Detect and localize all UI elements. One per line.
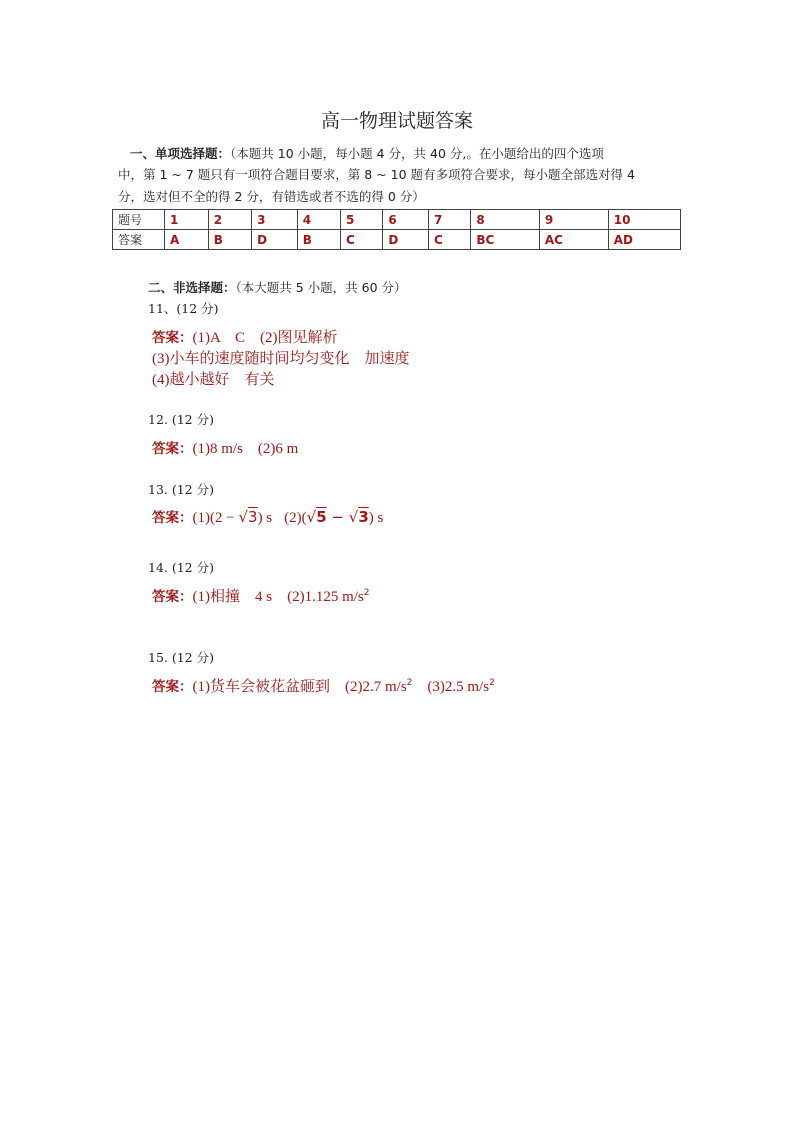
row-label-number: 题号 (113, 210, 165, 230)
q13-sqrt3: 3 (248, 508, 258, 526)
row-label-answer: 答案 (113, 230, 165, 250)
answer-label: 答案： (152, 679, 193, 695)
q14-text: (1)相撞 4 s (2)1.125 m/s (192, 589, 364, 605)
section1-desc-3: 分，选对但不全的得 2 分，有错选或者不选的得 0 分） (118, 189, 425, 204)
answer-cell: C (429, 230, 471, 250)
answer-cell: D (252, 230, 298, 250)
q13-minus: − (326, 508, 349, 526)
q15-part3: (3)2.5 m/s (412, 679, 490, 695)
answer-cell: AC (539, 230, 608, 250)
q11-line3: (4)越小越好 有关 (152, 372, 275, 388)
section1-title: 一、单项选择题： (130, 146, 231, 161)
q11-answer-line1 (152, 326, 338, 347)
answer-cell: BC (471, 230, 539, 250)
section1-heading (130, 143, 690, 164)
q15-part1: (1)货车会被花盆砸到 (2)2.7 m/s (192, 679, 407, 695)
question-number: 9 (539, 210, 608, 230)
q13-sqrt5: 5 (316, 508, 327, 526)
q11-answer-line3 (152, 368, 275, 389)
q13-answer (152, 506, 383, 527)
answer-label: 答案： (152, 589, 193, 605)
table-row-answers (113, 230, 681, 250)
question-number: 6 (383, 210, 429, 230)
q15-answer (152, 675, 495, 696)
q12-answer (152, 437, 298, 458)
answer-label: 答案： (152, 510, 193, 526)
q13-part2-close: ) s (368, 510, 384, 526)
question-number: 3 (252, 210, 298, 230)
answer-label: 答案： (152, 441, 193, 457)
q14-answer (152, 585, 369, 606)
section1-desc-1: （本题共 10 小题，每小题 4 分，共 40 分,。在小题给出的四个选项 (230, 146, 604, 161)
answer-cell: A (165, 230, 209, 250)
q11-line2: (3)小车的速度随时间均匀变化 加速度 (152, 351, 410, 367)
answer-cell: D (383, 230, 429, 250)
q15-exp1: 2 (406, 678, 413, 688)
q15-label: 15. (12 分) (148, 650, 214, 665)
answer-table (112, 209, 681, 250)
q11-label: 11、(12 分) (148, 301, 219, 316)
question-number: 5 (341, 210, 383, 230)
q14-exp: 2 (363, 588, 370, 598)
page-title: 高一物理试题答案 (320, 110, 473, 132)
q13-part1-open: (1)(2 − (192, 510, 239, 526)
sqrt-icon: √ (238, 508, 249, 526)
question-number: 1 (165, 210, 209, 230)
answer-label: 答案： (152, 330, 193, 346)
q11-answer-line2 (152, 347, 410, 368)
q13-sqrt3b: 3 (358, 508, 369, 526)
answer-cell: C (341, 230, 383, 250)
section2-desc: （本大题共 5 小题，共 60 分） (235, 280, 407, 295)
q13-part1-close: ) s (257, 510, 273, 526)
section2-title: 二、非选择题： (148, 280, 236, 295)
question-number: 7 (429, 210, 471, 230)
answer-cell: B (208, 230, 251, 250)
answer-cell: B (297, 230, 340, 250)
q15-exp2: 2 (489, 678, 495, 688)
question-number: 4 (297, 210, 340, 230)
q13-part2-open: (2)( (284, 510, 307, 526)
sqrt-icon: √ (306, 508, 317, 526)
question-number: 2 (208, 210, 251, 230)
sqrt-icon: √ (348, 508, 359, 526)
section1-desc-2: 中，第 1 ~ 7 题只有一项符合题目要求，第 8 ~ 10 题有多项符合要求，每小题全部选对得 4 (118, 167, 635, 182)
question-number: 8 (471, 210, 539, 230)
table-row-numbers (113, 210, 681, 230)
section2-heading (148, 278, 407, 296)
q12-text: (1)8 m/s (2)6 m (192, 441, 299, 457)
q14-label: 14. (12 分) (148, 560, 214, 575)
q13-label: 13. (12 分) (148, 482, 214, 497)
q11-line1: (1)A C (2)图见解析 (192, 330, 338, 346)
question-number: 10 (608, 210, 680, 230)
answer-cell: AD (608, 230, 680, 250)
q12-label: 12. (12 分) (148, 412, 214, 427)
